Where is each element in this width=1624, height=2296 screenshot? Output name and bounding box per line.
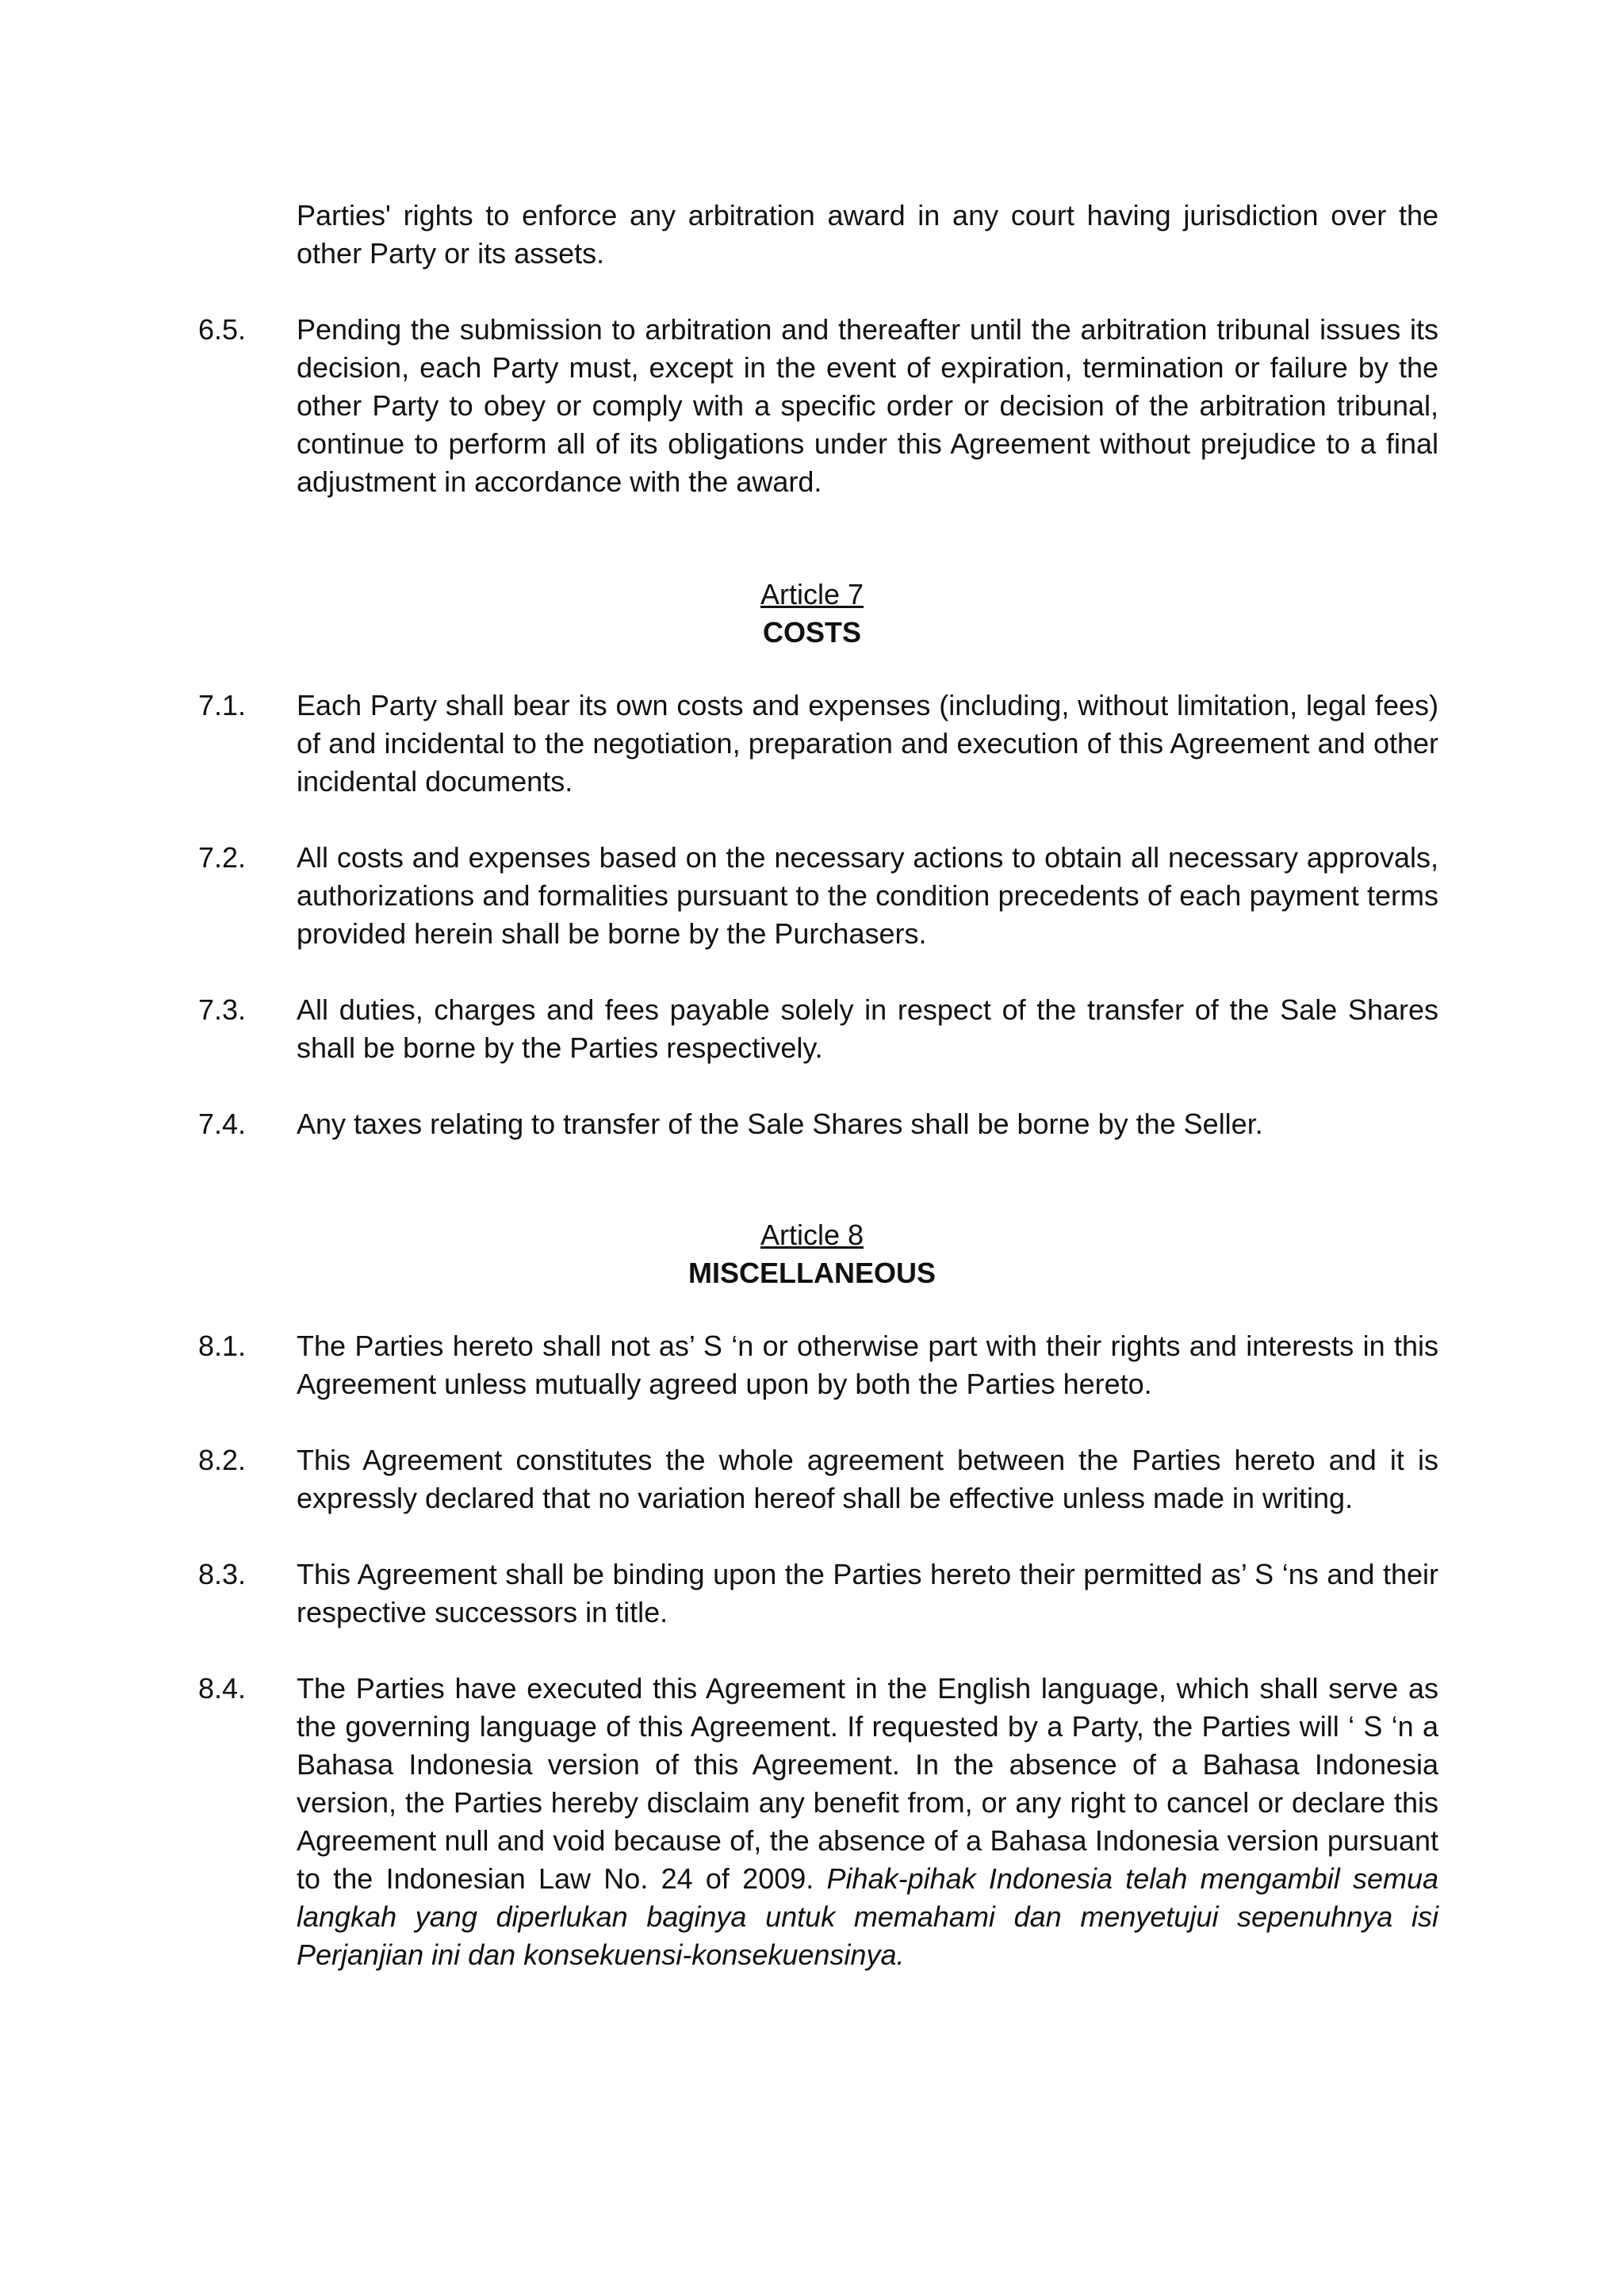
clause-number-7-1: 7.1. <box>198 689 247 721</box>
clause-text-6-5: Pending the submission to arbitration and thereafter until the arbitration tribunal issues its decision, each Party must, except in the event of expiration, termination or failure by the other Party to obey or comply with a specific order or decision of the arbitration tribunal, continue to perform all of its obligations under this Agreement without prejudice to a final adjustment in accordance with the award. <box>297 313 1438 498</box>
clause-text-7-4: Any taxes relating to transfer of the Sale Shares shall be borne by the Seller. <box>297 1108 1263 1140</box>
clause-number-6-5: 6.5. <box>198 313 247 346</box>
clause-text-8-2: This Agreement constitutes the whole agreement between the Parties hereto and it is expressly declared that no variation hereof shall be effective unless made in writing. <box>297 1444 1438 1514</box>
article-7-heading <box>0 576 1624 652</box>
clause-number-8-4: 8.4. <box>198 1672 247 1705</box>
clause-number-7-4: 7.4. <box>198 1108 247 1140</box>
clause-text-8-3: This Agreement shall be binding upon the Parties hereto their permitted as’ S ‘ns and their respective successors in title. <box>297 1558 1438 1628</box>
clause-number-8-1: 8.1. <box>198 1330 247 1362</box>
clause-text-8-4 <box>297 1670 1438 1974</box>
clause-text-7-2: All costs and expenses based on the necessary actions to obtain all necessary approvals, authorizations and formalities pursuant to the condition precedents of each payment terms provided herein shall be borne by the Purchasers. <box>297 841 1438 950</box>
article-8-label: Article 8 <box>760 1219 864 1251</box>
clause-number-8-3: 8.3. <box>198 1558 247 1590</box>
article-8-title: MISCELLANEOUS <box>688 1257 936 1289</box>
continuation-paragraph: Parties' rights to enforce any arbitration award in any court having jurisdiction over the other Party or its assets. <box>297 199 1438 270</box>
article-7-title: COSTS <box>762 616 861 649</box>
clause-8-4-indonesian-text: Pihak-pihak Indonesia telah mengambil semua langkah yang diperlukan baginya untuk memahami dan menyetujui sepenuhnya isi Perjanjian ini dan konsekuensi-konsekuensinya. <box>297 1862 1438 1971</box>
article-7-label: Article 7 <box>760 578 864 610</box>
clause-text-7-3: All duties, charges and fees payable solely in respect of the transfer of the Sale Shares shall be borne by the Parties respectively. <box>297 993 1438 1064</box>
clause-number-8-2: 8.2. <box>198 1444 247 1476</box>
clause-text-8-1: The Parties hereto shall not as’ S ‘n or otherwise part with their rights and interests in this Agreement unless mutually agreed upon by both the Parties hereto. <box>297 1330 1438 1400</box>
clause-number-7-2: 7.2. <box>198 841 247 874</box>
clause-number-7-3: 7.3. <box>198 993 247 1026</box>
clause-8-4-english-text: The Parties have executed this Agreement in the English language, which shall serve as the governing language of this Agreement. If requested by a Party, the Parties will ‘ S ‘n a Bahasa Indonesia version of this Agreement. In the absence of a Bahasa Indonesia version, the Parties hereby disclaim any benefit from, or any right to cancel or declare this Agreement null and void because of, the absence of a Bahasa Indonesia version pursuant to the Indonesian Law No. 24 of 2009. <box>297 1672 1438 1895</box>
clause-text-7-1: Each Party shall bear its own costs and expenses (including, without limitation, legal fees) of and incidental to the negotiation, preparation and execution of this Agreement and other incidental documents. <box>297 689 1438 798</box>
article-8-heading <box>0 1216 1624 1292</box>
